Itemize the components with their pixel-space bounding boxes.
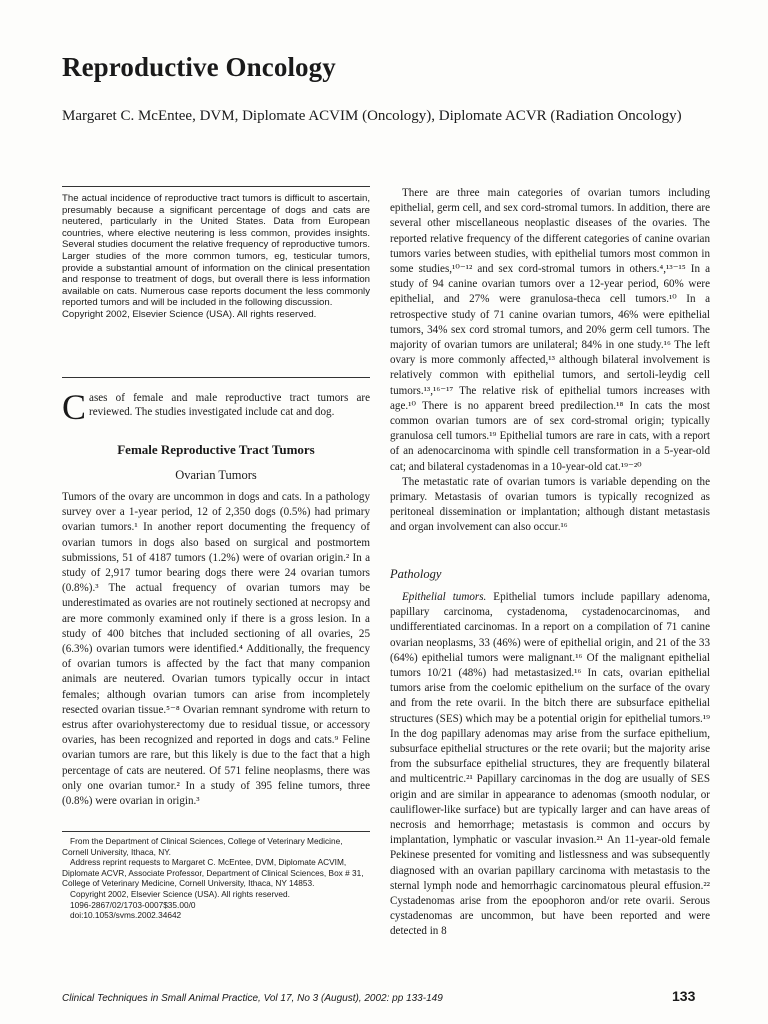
footnote-rule <box>62 831 370 832</box>
body-paragraph: There are three main categories of ovarian tumors including epithelial, germ cell, and sex cord-stromal tumors. In addition, there are several other miscellaneous neoplastic diseases of the ovaries. The reported relative frequency of the different categories of canine ovarian tumors varies between studies, with epithelial tumors most common in some studies,¹⁰⁻¹² and sex cord-stromal tumors in others.⁴,¹³⁻¹⁵ In a study of 94 canine ovarian tumors over a 12-year period, 60% were epithelial, and 27% were granulosa-theca cell tumors.¹⁰ In a retrospective study of 71 canine ovarian tumors, 46% were epithelial tumors, 34% sex cord stromal tumors, and 20% germ cell tumors. The majority of ovarian tumors are unilateral; 84% in one study.¹⁶ The left ovary is more commonly affected,¹³ although bilateral involvement is relatively common with epithelial tumors, and sertoli-leydig cell tumors.¹³,¹⁶⁻¹⁷ The relative risk of epithelial tumors increases with age.¹⁰ There is no apparent breed predilection.¹⁸ In cats the most common ovarian tumors are of sex cord-stromal origin; typically granulosa cell tumors.¹⁹ Epithelial tumors are rare in cats, with a report of an adenocarcinoma with spindle cell transformation in a 5-year-old cat; and bilateral cystadenomas in a 10-year-old cat.¹⁹⁻²⁰ <box>390 187 710 473</box>
page-number: 133 <box>672 988 696 1004</box>
intro-paragraph <box>62 387 370 427</box>
author-line: Margaret C. McEntee, DVM, Diplomate ACVIM (Oncology), Diplomate ACVR (Radiation Oncology) <box>62 108 682 124</box>
run-in-heading: Epithelial tumors. <box>402 591 487 603</box>
pathology-text: Epithelial tumors include papillary adenoma, papillary carcinoma, cystadenoma, cystadenocarcinomas, and undifferentiated carcinomas. In a report on a compilation of 71 canine ovarian neoplasms, 33 (46%) were of epithelial origin, and 21 of the 33 (64%) epithelial tumors were malignant.¹⁶ Of the malignant epithelial tumors 10/21 (48%) had metastasized.¹⁶ In cats, ovarian epithelial tumors arise from the coelomic epithelium on the surface of the ovary and from the rete ovarii. In the bitch there are subsurface epithelial structures (SES) which may be a potential origin for epithelial tumors.¹⁹ In the dog papillary adenomas may arise from the surface epithelium, subsurface epithelial structures or the rete ovarii; but the majority arise from the subsurface epithelial structures, they are frequently bilateral and multicentric.²¹ Papillary carcinomas in the dog are usually of SES origin and are similar in appearance to adenomas (smooth nodular, or cauliflower-like surface) but are typically larger and can have areas of necrosis and hemorrhage; metastasis is common and occurs by implantation, lymphatic or vascular invasion.²¹ An 11-year-old female Pekinese presented for vomiting and listlessness and was subsequently diagnosed with an ovarian papillary carcinoma with metastasis to the sternal lymph node and hemorrhagic carcinomatous pleural effusion.²² Cystadenomas arise from the epoophoron and/or rete ovarii. Serous cystadenomas are uncommon, but have been reported and were detected in 8 <box>390 591 711 938</box>
body-paragraph: Tumors of the ovary are uncommon in dogs and cats. In a pathology survey over a 1-year period, 12 of 2,350 dogs (0.5%) had primary ovarian tumors.¹ In another report documenting the frequency of ovarian tumors in dogs also based on surgical and postmortem submissions, 51 of 4187 tumors (1.2%) were of ovarian origin.² In a study of 2,917 tumor bearing dogs there were 24 ovarian tumors (0.8%).³ The actual frequency of ovarian tumors may be underestimated as ovaries are not routinely sectioned at necropsy and are more commonly examined only if there is a gross lesion. In a study of 400 bitches that included sectioning of all ovaries, 25 (6.3%) ovarian tumors were identified.⁴ Additionally, the frequency of ovarian tumors is affected by the fact that many companion animals are neutered. Ovarian tumors typically occur in intact females; although ovarian tumors can arise from incompletely resected ovarian tissue.⁵⁻⁸ Ovarian remnant syndrome with return to estrus after ovariohysterectomy due to residual tissue, or accessory ovaries, has been recognized and reported in dogs and cats.⁹ Feline ovarian tumors are rare, but this likely is due to the fact that a high percentage of cats are neutered. Of 571 feline neoplasms, there was only one ovarian tumor.² In a study of 395 feline tumors, three (0.8%) were ovarian in origin.³ <box>62 491 370 808</box>
abstract-copyright: Copyright 2002, Elsevier Science (USA). All rights reserved. <box>62 308 317 320</box>
footnote-issn: 1096-2867/02/1703-0007$35.00/0 <box>70 899 196 910</box>
footnote-copyright: Copyright 2002, Elsevier Science (USA). All rights reserved. <box>70 888 290 899</box>
footnote <box>62 836 370 921</box>
body-paragraph: The metastatic rate of ovarian tumors is variable depending on the primary. Metastasis of ovarian tumors is typically recognized as peritoneal dissemination or implantation; although distant metastasis and organ involvement can also occur.¹⁶ <box>390 475 710 534</box>
abstract-text: The actual incidence of reproductive tract tumors is difficult to ascertain, presumably because a significant percentage of dogs and cats are neutered, particularly in the United States. Data from European countries, where elective neutering is less common, provides insights. Several studies document the relative frequency of reproductive tumors. Larger studies of the more common tumors, eg, testicular tumors, provide a substantial amount of information on the clinical presentation and response to treatment of dogs, but overall there is less information available on cats. Numerous case reports document the less commonly reported tumors and will be included in the following discussion. <box>62 193 370 309</box>
pathology-body <box>390 590 710 940</box>
intro-text: ases of female and male reproductive tract tumors are reviewed. The studies investigated include cat and dog. <box>89 392 370 418</box>
footnote-affiliation: From the Department of Clinical Sciences, College of Veterinary Medicine, Cornell University, Ithaca, NY. <box>62 836 343 857</box>
abstract <box>62 193 370 321</box>
abstract-top-rule <box>62 186 370 187</box>
section-heading: Female Reproductive Tract Tumors <box>117 442 315 457</box>
footnote-doi: doi:10.1053/svms.2002.34642 <box>70 910 182 921</box>
left-column-body <box>62 490 370 809</box>
right-column-body <box>390 186 710 536</box>
body-paragraph <box>390 590 710 940</box>
abstract-bottom-rule <box>62 377 370 378</box>
pathology-heading: Pathology <box>390 567 442 581</box>
article-title: Reproductive Oncology <box>62 52 336 82</box>
journal-citation: Clinical Techniques in Small Animal Practice, Vol 17, No 3 (August), 2002: pp 133-149 <box>62 993 443 1004</box>
footnote-reprint: Address reprint requests to Margaret C. McEntee, DVM, Diplomate ACVIM, Diplomate ACVR, Associate Professor, Department of Clinical Sciences, Box # 31, College of Veterinary Medicine, Cornell University, Ithaca, NY 14853. <box>62 857 364 889</box>
subsection-heading: Ovarian Tumors <box>175 468 257 482</box>
drop-cap: C <box>62 387 87 427</box>
